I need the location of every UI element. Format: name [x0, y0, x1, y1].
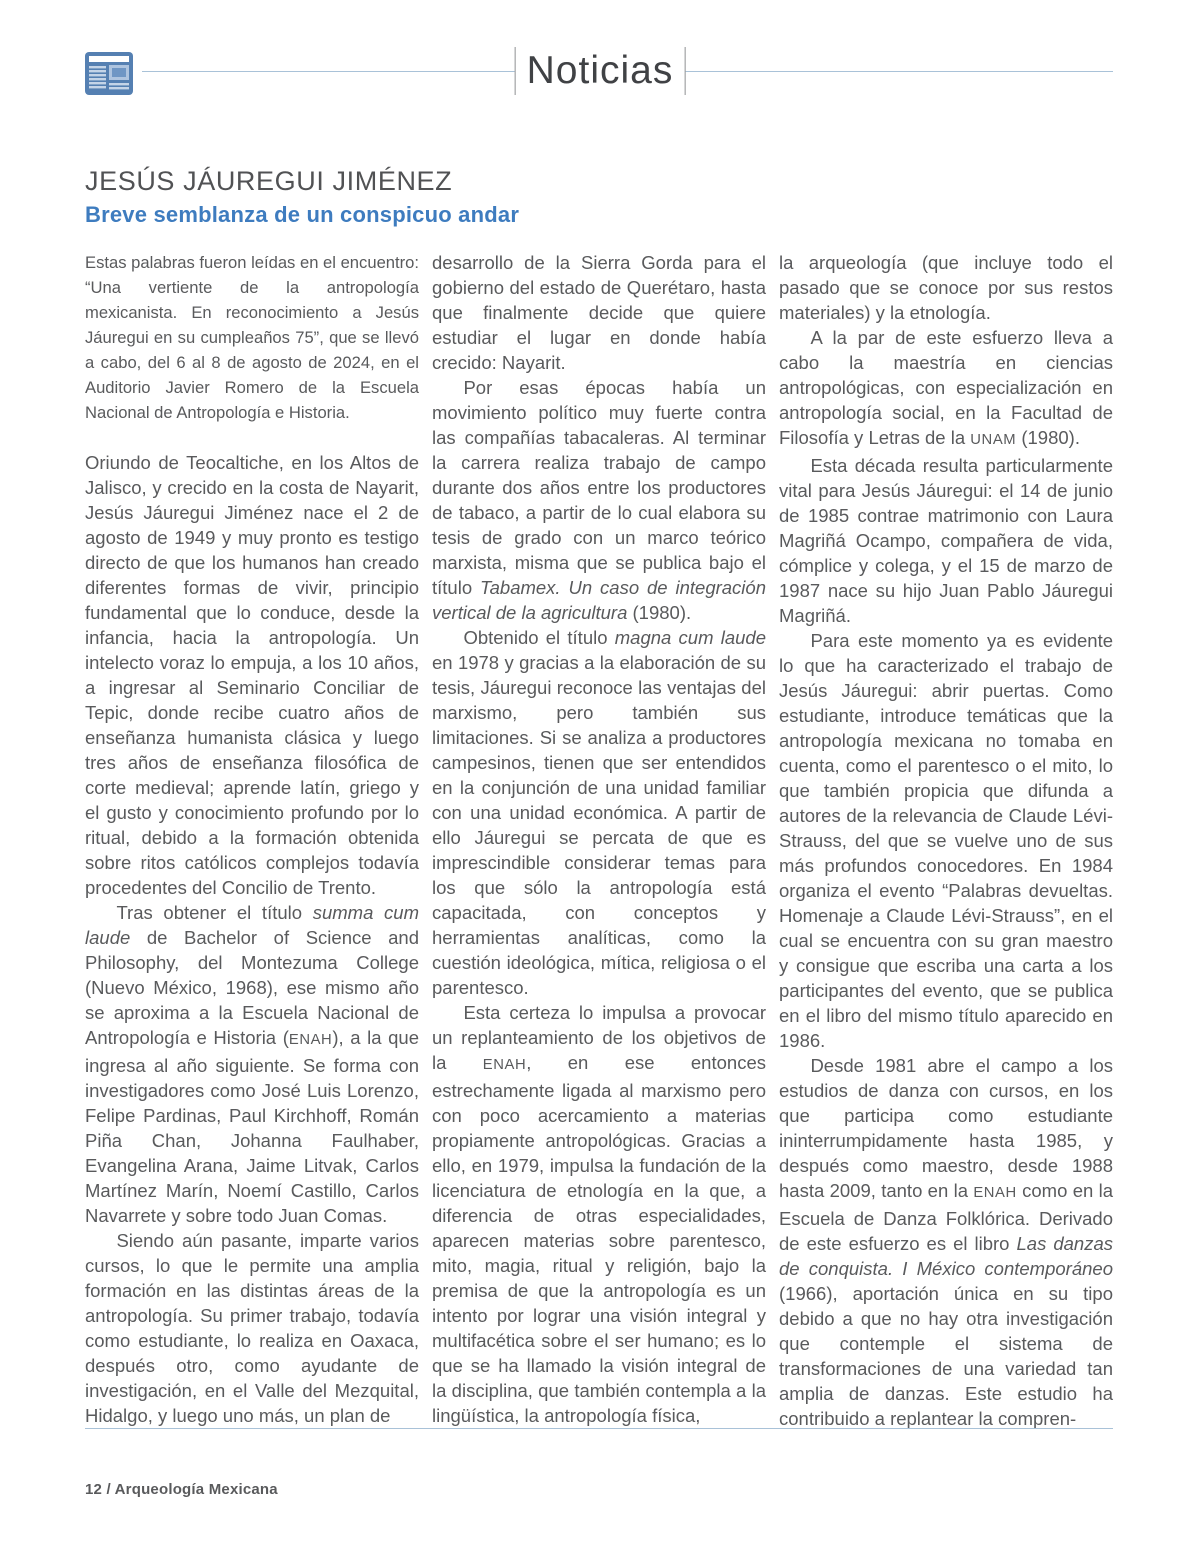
- article-paragraph: Esta certeza lo impulsa a provocar un replanteamiento de los objetivos de la ENAH, en ese entonces estrechamente ligada al marxismo pero con poco acercamiento a materias propiamente antropológicas. Gracias a ello, en 1979, impulsa la fundación de la licenciatura de etnología en la que, a diferencia de otras especialidades, aparecen materias sobre parentesco, mito, magia, ritual y religión, bajo la premisa de que la antropología es un intento por lograr una visión integral y multifacética sobre el ser humano; es lo que se ha llamado la visión integral de la disciplina, que también contempla a la lingüística, la antropología física,: [432, 1002, 766, 1426]
- text-column-3: [779, 250, 1113, 1431]
- article-paragraph: Por esas épocas había un movimiento político muy fuerte contra las compañías tabacaleras. Al terminar la carrera realiza trabajo de campo durante dos años entre los productores de tabaco, a partir de lo cual elabora su tesis de grado con un marco teórico marxista, misma que se publica bajo el título Tabamex. Un caso de integración vertical de la agricultura (1980).: [432, 377, 766, 623]
- text-column-2: [432, 250, 766, 1431]
- newspaper-icon: [85, 52, 133, 95]
- section-title: Noticias: [515, 47, 686, 95]
- article-paragraph: Estas palabras fueron leídas en el encuentro: “Una vertiente de la antropología mexicanista. En reconocimiento a Jesús Jáuregui en su cumpleaños 75”, que se llevó a cabo, del 6 al 8 de agosto de 2024, en el Auditorio Javier Romero de la Escuela Nacional de Antropología e Historia.: [85, 253, 419, 422]
- article-paragraph: Desde 1981 abre el campo a los estudios de danza con cursos, en los que participa como estudiante ininterrumpidamente hasta 1985, y después como maestro, desde 1988 hasta 2009, tanto en la ENAH como en la Escuela de Danza Folklórica. Derivado de este esfuerzo es el libro Las danzas de conquista. I México contemporáneo (1966), aportación única en su tipo debido a que no hay otra investigación que contemple el sistema de transformaciones de una variedad tan amplia de danzas. Este estudio ha contribuido a replantear la compren-: [779, 1055, 1113, 1429]
- article-paragraph: Para este momento ya es evidente lo que ha caracterizado el trabajo de Jesús Jáuregui: abrir puertas. Como estudiante, introduce temáticas que la antropología mexicana no tomaba en cuenta, como el parentesco o el mito, lo que también propicia que difunda a autores de la relevancia de Claude Lévi-Strauss, del que se vuelve uno de sus más profundos conocedores. En 1984 organiza el evento “Palabras devueltas. Homenaje a Claude Lévi-Strauss”, en el cual se encuentra con su gran maestro y consigue que escriba una carta a los participantes del evento, que se publica en el libro del mismo título aparecido en 1986.: [779, 630, 1113, 1051]
- article-paragraph: Tras obtener el título summa cum laude de Bachelor of Science and Philosophy, del Montezuma College (Nuevo México, 1968), ese mismo año se aproxima a la Escuela Nacional de Antropología e Historia (ENAH), a la que ingresa al año siguiente. Se forma con investigadores como José Luis Lorenzo, Felipe Pardinas, Paul Kirchhoff, Román Piña Chan, Johanna Faulhaber, Evangelina Arana, Jaime Litvak, Carlos Martínez Marín, Noemí Castillo, Carlos Navarrete y sobre todo Juan Comas.: [85, 902, 419, 1226]
- article-paragraph: Esta década resulta particularmente vital para Jesús Jáuregui: el 14 de junio de 1985 contrae matrimonio con Laura Magriñá Ocampo, compañera de vida, cómplice y colega, y el 15 de marzo de 1987 nace su hijo Juan Pablo Jáuregui Magriñá.: [779, 455, 1113, 626]
- footer-rule: [85, 1428, 1113, 1429]
- article-paragraph: A la par de este esfuerzo lleva a cabo la maestría en ciencias antropológicas, con especialización en antropología social, en la Facultad de Filosofía y Letras de la UNAM (1980).: [779, 327, 1113, 448]
- page-number: 12 / Arqueología Mexicana: [85, 1481, 278, 1498]
- text-column-1: [85, 250, 419, 1431]
- article-paragraph: Obtenido el título magna cum laude en 1978 y gracias a la elaboración de su tesis, Jáuregui reconoce las ventajas del marxismo, pero también sus limitaciones. Si se analiza a productores campesinos, tienen que ser entendidos en la conjunción de una unidad familiar con una unidad económica. A partir de ello Jáuregui se percata de que es imprescindible considerar temas para los que sólo la antropología está capacitada, con conceptos y herramientas analíticas, como la cuestión ideológica, mítica, religiosa o el parentesco.: [432, 627, 767, 998]
- article-paragraph: desarrollo de la Sierra Gorda para el gobierno del estado de Querétaro, hasta que finalmente decide que quiere estudiar el lugar en donde había crecido: Nayarit.: [432, 252, 766, 373]
- article-body: [85, 250, 1113, 1431]
- article-title: JESÚS JÁUREGUI JIMÉNEZ: [85, 166, 453, 196]
- article-paragraph: la arqueología (que incluye todo el pasado que se conoce por sus restos materiales) y la etnología.: [779, 252, 1113, 323]
- article-paragraph: Oriundo de Teocaltiche, en los Altos de Jalisco, y crecido en la costa de Nayarit, Jesús Jáuregui Jiménez nace el 2 de agosto de 1949 y muy pronto es testigo directo de que los humanos han creado diferentes formas de vivir, principio fundamental que lo conduce, desde la infancia, hacia la antropología. Un intelecto voraz lo empuja, a los 10 años, a ingresar al Seminario Conciliar de Tepic, donde recibe cuatro años de enseñanza humanista clásica y luego tres años de enseñanza filosófica de corte medieval; aprende latín, griego y el gusto y conocimiento profundo por lo ritual, debido a la formación obtenida sobre ritos católicos complejos todavía procedentes del Concilio de Trento.: [85, 452, 419, 898]
- article-paragraph: Siendo aún pasante, imparte varios cursos, lo que le permite una amplia formación en las distintas áreas de la antropología. Su primer trabajo, todavía como estudiante, lo realiza en Oaxaca, después otro, como ayudante de investigación, en el Valle del Mezquital, Hidalgo, y luego uno más, un plan de: [85, 1230, 419, 1426]
- article-subtitle: Breve semblanza de un conspicuo andar: [85, 202, 520, 227]
